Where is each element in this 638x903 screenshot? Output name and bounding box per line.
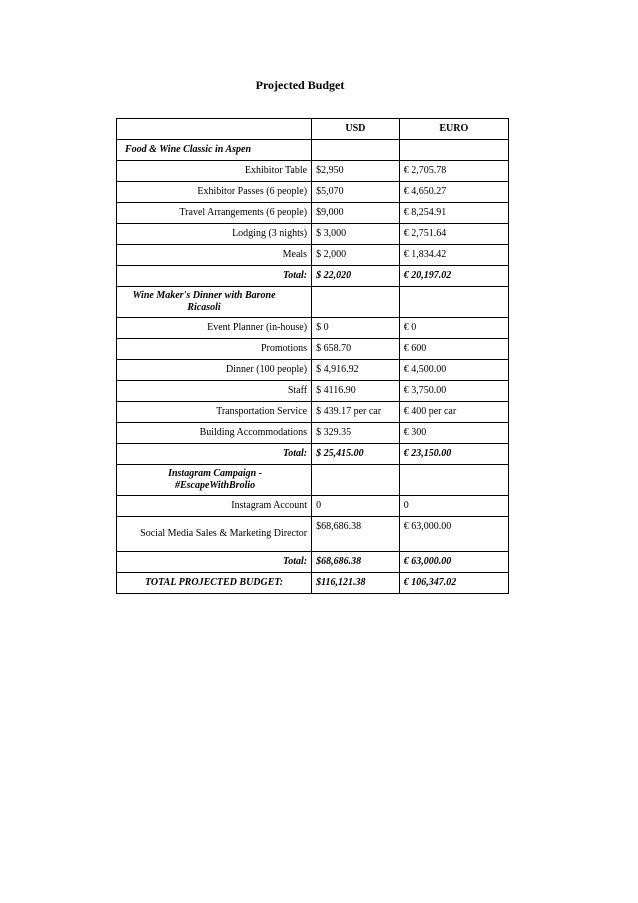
table-row — [117, 224, 509, 245]
table-header-row — [117, 119, 509, 140]
row-usd: 0 — [312, 496, 400, 517]
grand-total-row — [117, 573, 509, 594]
row-label: Exhibitor Passes (6 people) — [117, 182, 312, 203]
total-euro: € 63,000.00 — [399, 552, 508, 573]
row-euro: € 400 per car — [399, 402, 508, 423]
section-header-row — [117, 140, 509, 161]
table-row — [117, 203, 509, 224]
grand-total-label: TOTAL PROJECTED BUDGET: — [117, 573, 312, 594]
table-row — [117, 339, 509, 360]
total-euro: € 23,150.00 — [399, 444, 508, 465]
header-usd: USD — [312, 119, 400, 140]
row-usd: $ 329.35 — [312, 423, 400, 444]
row-label: Promotions — [117, 339, 312, 360]
row-usd: $2,950 — [312, 161, 400, 182]
row-usd: $ 0 — [312, 318, 400, 339]
header-euro: EURO — [399, 119, 508, 140]
row-euro: € 2,751.64 — [399, 224, 508, 245]
row-euro: € 300 — [399, 423, 508, 444]
row-label: Exhibitor Table — [117, 161, 312, 182]
grand-total-euro: € 106,347.02 — [399, 573, 508, 594]
row-label: Travel Arrangements (6 people) — [117, 203, 312, 224]
row-euro: € 8,254.91 — [399, 203, 508, 224]
total-label: Total: — [117, 552, 312, 573]
row-usd: $ 439.17 per car — [312, 402, 400, 423]
row-euro: € 2,705.78 — [399, 161, 508, 182]
table-row — [117, 318, 509, 339]
row-usd: $5,070 — [312, 182, 400, 203]
section-title-aspen: Food & Wine Classic in Aspen — [117, 140, 312, 161]
row-usd: $9,000 — [312, 203, 400, 224]
table-row — [117, 245, 509, 266]
section-header-row — [117, 465, 509, 496]
grand-total-usd: $116,121.38 — [312, 573, 400, 594]
row-label: Building Accommodations — [117, 423, 312, 444]
row-euro: 0 — [399, 496, 508, 517]
table-row — [117, 496, 509, 517]
page-title: Projected Budget — [255, 78, 345, 92]
total-label: Total: — [117, 444, 312, 465]
total-usd: $ 22,020 — [312, 266, 400, 287]
row-euro: € 63,000.00 — [399, 517, 508, 552]
row-euro: € 3,750.00 — [399, 381, 508, 402]
row-usd: $ 3,000 — [312, 224, 400, 245]
table-row — [117, 381, 509, 402]
section-header-row — [117, 287, 509, 318]
row-label: Staff — [117, 381, 312, 402]
row-usd: $68,686.38 — [312, 517, 400, 552]
section-total-row — [117, 266, 509, 287]
row-label: Instagram Account — [117, 496, 312, 517]
row-usd: $ 4116.90 — [312, 381, 400, 402]
section-total-row — [117, 552, 509, 573]
row-label: Lodging (3 nights) — [117, 224, 312, 245]
row-label: Meals — [117, 245, 312, 266]
row-usd: $ 4,916.92 — [312, 360, 400, 381]
section-title-instagram: Instagram Campaign - #EscapeWithBrolio — [117, 465, 312, 496]
header-blank-cell — [117, 119, 312, 140]
section-title-dinner: Wine Maker's Dinner with Barone Ricasoli — [117, 287, 312, 318]
table-row — [117, 517, 509, 552]
table-row — [117, 182, 509, 203]
total-label: Total: — [117, 266, 312, 287]
total-euro: € 20,197.02 — [399, 266, 508, 287]
row-euro: € 600 — [399, 339, 508, 360]
table-row — [117, 402, 509, 423]
budget-table — [116, 118, 509, 594]
row-usd: $ 658.70 — [312, 339, 400, 360]
row-label: Social Media Sales & Marketing Director — [117, 517, 312, 552]
row-euro: € 1,834.42 — [399, 245, 508, 266]
row-label: Dinner (100 people) — [117, 360, 312, 381]
table-row — [117, 360, 509, 381]
row-label: Event Planner (in-house) — [117, 318, 312, 339]
section-total-row — [117, 444, 509, 465]
row-euro: € 0 — [399, 318, 508, 339]
row-euro: € 4,500.00 — [399, 360, 508, 381]
total-usd: $68,686.38 — [312, 552, 400, 573]
row-label: Transportation Service — [117, 402, 312, 423]
table-row — [117, 161, 509, 182]
table-row — [117, 423, 509, 444]
row-usd: $ 2,000 — [312, 245, 400, 266]
row-euro: € 4,650.27 — [399, 182, 508, 203]
total-usd: $ 25,415.00 — [312, 444, 400, 465]
